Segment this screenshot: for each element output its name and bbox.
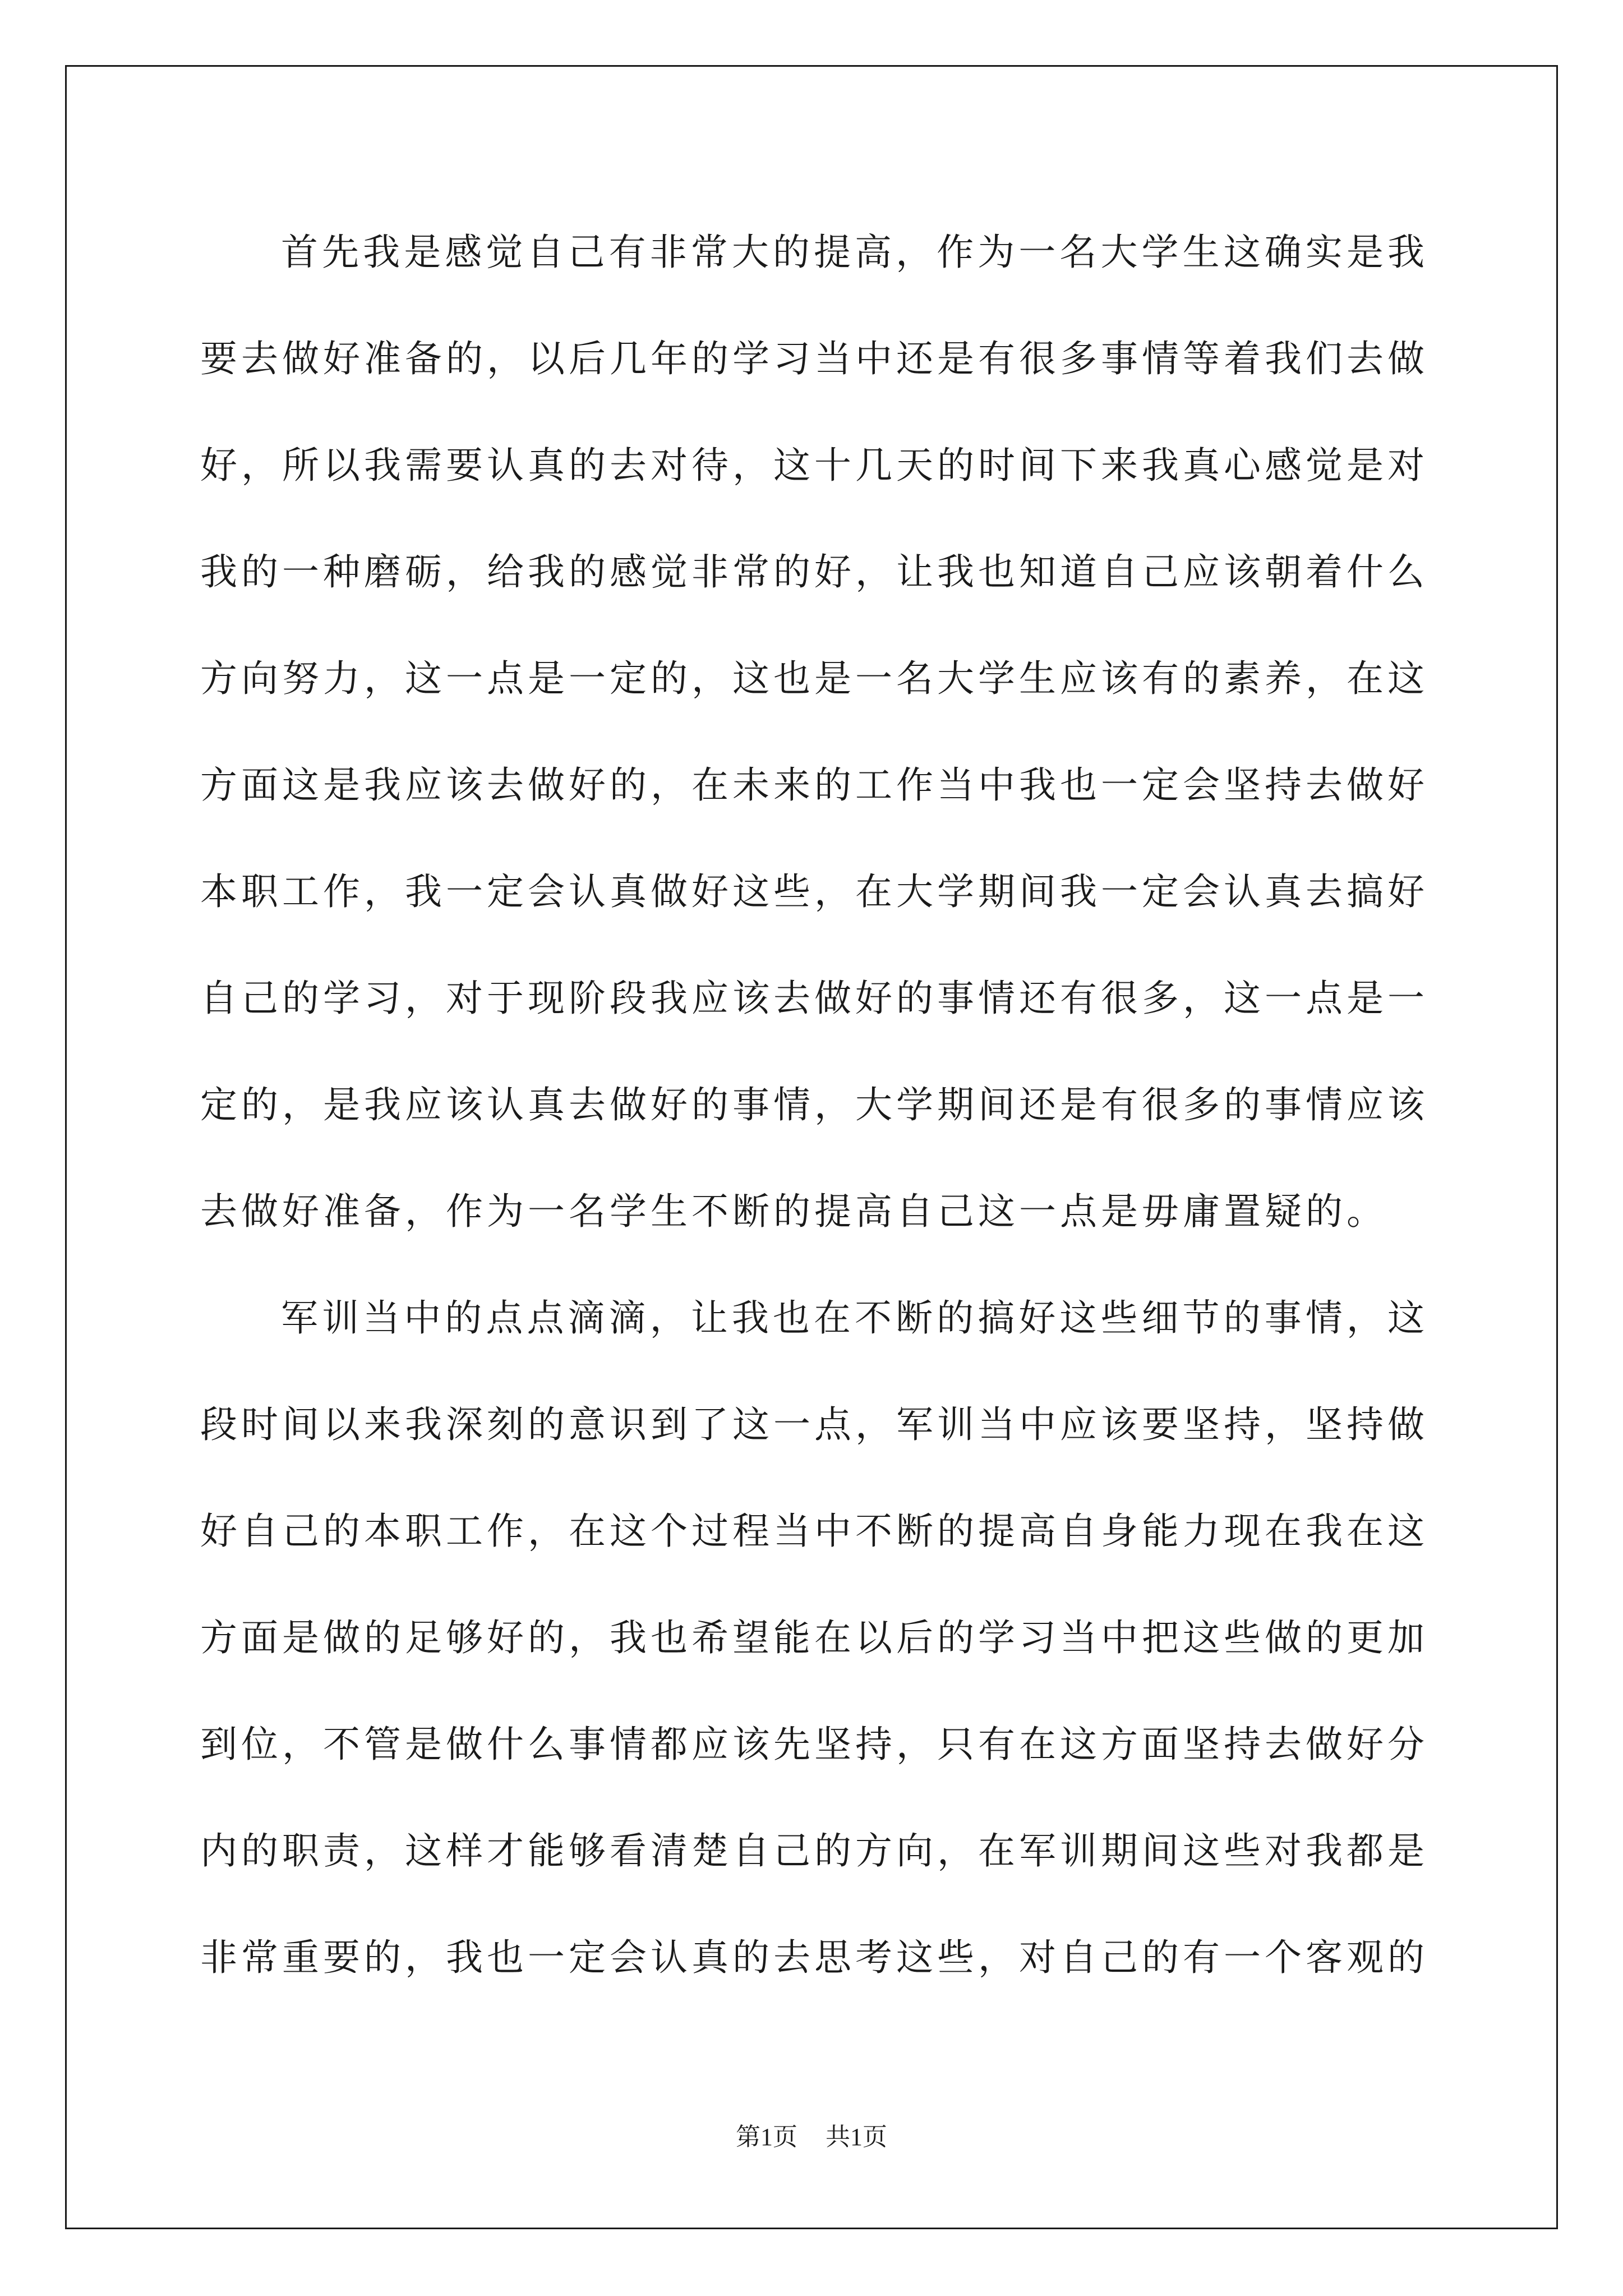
page-total: 共1页 xyxy=(826,2123,887,2151)
page-number: 第1页 xyxy=(736,2123,797,2151)
paragraph-1: 首先我是感觉自己有非常大的提高，作为一名大学生这确实是我要去做好准备的，以后几年的学习当中还是有很多事情等着我们去做好，所以我需要认真的去对待，这十几天的时间下来我真心感觉是对我的一种磨砺，给我的感觉非常的好，让我也知道自己应该朝着什么方向努力，这一点是一定的，这也是一名大学生应该有的素养，在这方面这是我应该去做好的，在未来的工作当中我也一定会坚持去做好本职工作，我一定会认真做好这些，在大学期间我一定会认真去搞好自己的学习，对于现阶段我应该去做好的事情还有很多，这一点是一定的，是我应该认真去做好的事情，大学期间还是有很多的事情应该去做好准备，作为一名学生不断的提高自己这一点是毋庸置疑的。 xyxy=(200,231,1428,1233)
document-body xyxy=(200,199,1428,2011)
paragraph-2: 军训当中的点点滴滴，让我也在不断的搞好这些细节的事情，这段时间以来我深刻的意识到了这一点，军训当中应该要坚持，坚持做好自己的本职工作，在这个过程当中不断的提高自身能力现在我在这方面是做的足够好的，我也希望能在以后的学习当中把这些做的更加到位，不管是做什么事情都应该先坚持，只有在这方面坚持去做好分内的职责，这样才能够看清楚自己的方向，在军训期间这些对我都是非常重要的，我也一定会认真的去思考这些，对自己的有一个客观的 xyxy=(200,1296,1428,1979)
page-footer xyxy=(0,2120,1623,2154)
